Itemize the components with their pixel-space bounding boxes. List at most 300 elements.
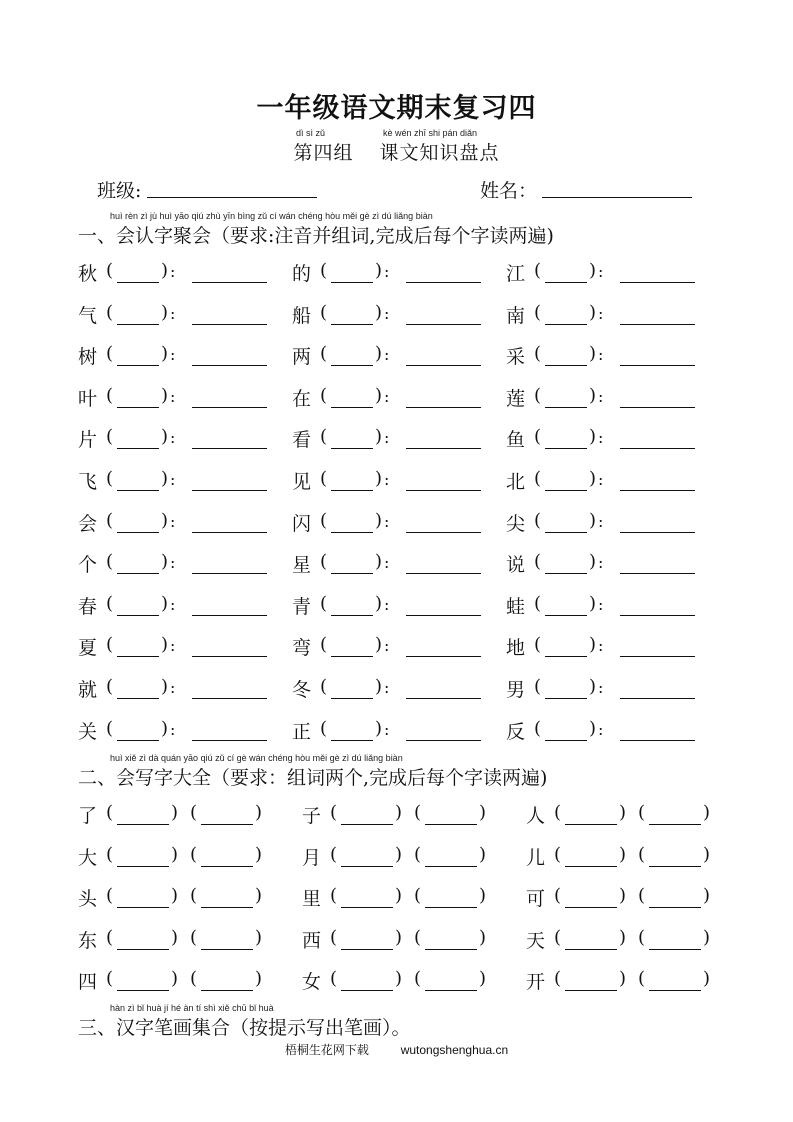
pinyin-blank[interactable] (117, 572, 159, 574)
paren-open: ( (638, 802, 646, 823)
paren-open: ( (320, 676, 328, 697)
word-blank[interactable] (117, 948, 169, 950)
recognize-char: 南 (506, 304, 526, 327)
pinyin-blank[interactable] (545, 531, 587, 533)
paren-open: ( (638, 885, 646, 907)
paren-close: ) (255, 843, 263, 865)
pinyin-blank[interactable] (545, 364, 587, 366)
word-blank[interactable] (192, 447, 267, 449)
paren-open: ( (534, 343, 542, 365)
subtitle (0, 138, 793, 165)
recognize-char: 说 (506, 554, 526, 577)
section2-title: 二、会写字大全（要求：组词两个,完成后每个字读两遍) (78, 767, 548, 789)
paren-close: ) (161, 468, 169, 489)
word-blank[interactable] (406, 739, 481, 741)
recognize-char: 北 (506, 471, 526, 493)
paren-close: ) (589, 301, 597, 323)
paren-open: ( (534, 634, 542, 656)
colon: : (598, 594, 604, 614)
word-blank[interactable] (649, 948, 701, 950)
recognize-char: 青 (292, 595, 312, 618)
paren-open: ( (190, 885, 198, 907)
pinyin-blank[interactable] (331, 281, 373, 283)
pinyin-blank[interactable] (331, 447, 373, 449)
word-blank[interactable] (406, 281, 481, 283)
paren-close: ) (375, 468, 383, 489)
pinyin-blank[interactable] (545, 572, 587, 574)
pinyin-blank[interactable] (545, 697, 587, 699)
colon: : (598, 678, 604, 697)
paren-open: ( (320, 468, 328, 489)
colon: : (170, 345, 176, 365)
paren-close: ) (479, 802, 487, 823)
word-blank[interactable] (341, 989, 393, 991)
word-blank[interactable] (649, 865, 701, 867)
recognize-char: 片 (78, 429, 98, 452)
recognize-char: 反 (506, 720, 526, 743)
pinyin-blank[interactable] (117, 406, 159, 408)
paren-open: ( (638, 968, 646, 990)
pinyin-blank[interactable] (545, 739, 587, 741)
paren-open: ( (106, 260, 114, 281)
paren-open: ( (534, 676, 542, 697)
paren-close: ) (479, 968, 487, 990)
paren-open: ( (534, 551, 542, 573)
colon: : (170, 636, 176, 656)
paren-close: ) (161, 717, 169, 739)
recognize-char: 正 (292, 720, 312, 743)
paren-open: ( (190, 968, 198, 990)
word-blank[interactable] (406, 614, 481, 616)
paren-open: ( (330, 926, 338, 948)
write-char: 天 (526, 929, 546, 952)
word-blank[interactable] (620, 447, 695, 449)
word-blank[interactable] (406, 406, 481, 408)
word-blank[interactable] (406, 572, 481, 574)
paren-open: ( (414, 926, 422, 948)
paren-open: ( (320, 592, 328, 614)
footer-site-name: 梧桐生花网下载 (284, 1043, 369, 1057)
paren-open: ( (106, 551, 114, 573)
word-blank[interactable] (117, 823, 169, 825)
word-blank[interactable] (565, 948, 617, 950)
section1-pinyin: huì rèn zì jù huì yāo qiú zhù yīn bìng zǔ cí wán chéng hòu měi gè zì dú liǎng biàn (110, 211, 433, 221)
recognize-char: 看 (292, 429, 312, 452)
paren-open: ( (106, 301, 114, 323)
word-blank[interactable] (201, 948, 253, 950)
paren-open: ( (330, 885, 338, 907)
paren-close: ) (703, 926, 711, 948)
paren-close: ) (589, 592, 597, 614)
paren-open: ( (320, 301, 328, 323)
word-blank[interactable] (201, 823, 253, 825)
paren-close: ) (395, 885, 403, 907)
pinyin-blank[interactable] (331, 364, 373, 366)
paren-close: ) (619, 885, 627, 907)
pinyin-blank[interactable] (117, 614, 159, 616)
word-blank[interactable] (192, 572, 267, 574)
paren-close: ) (589, 634, 597, 656)
colon: : (384, 386, 390, 406)
name-field[interactable] (542, 196, 692, 198)
paren-close: ) (171, 885, 179, 907)
word-blank[interactable] (620, 489, 695, 491)
name-label: 姓名： (480, 180, 538, 202)
recognize-char: 会 (78, 512, 98, 535)
pinyin-blank[interactable] (545, 489, 587, 491)
write-char: 子 (302, 805, 322, 827)
word-blank[interactable] (117, 906, 169, 908)
paren-open: ( (106, 843, 114, 865)
pinyin-blank[interactable] (331, 614, 373, 616)
paren-close: ) (375, 551, 383, 573)
paren-close: ) (255, 968, 263, 990)
paren-close: ) (171, 802, 179, 823)
word-blank[interactable] (649, 906, 701, 908)
word-blank[interactable] (192, 739, 267, 741)
write-char: 女 (302, 971, 322, 994)
paren-close: ) (161, 260, 169, 281)
paren-open: ( (320, 384, 328, 406)
pinyin-blank[interactable] (117, 739, 159, 741)
recognize-char: 夏 (78, 637, 98, 660)
paren-close: ) (161, 509, 169, 531)
word-blank[interactable] (192, 364, 267, 366)
pinyin-blank[interactable] (117, 655, 159, 657)
word-blank[interactable] (341, 906, 393, 908)
colon: : (598, 428, 604, 448)
word-blank[interactable] (192, 697, 267, 699)
paren-close: ) (171, 843, 179, 865)
paren-open: ( (534, 592, 542, 614)
word-blank[interactable] (117, 989, 169, 991)
paren-open: ( (414, 843, 422, 865)
paren-close: ) (171, 968, 179, 990)
recognize-char: 就 (78, 679, 98, 701)
paren-close: ) (703, 802, 711, 823)
paren-open: ( (638, 843, 646, 865)
pinyin-blank[interactable] (331, 655, 373, 657)
paren-open: ( (554, 885, 562, 907)
paren-open: ( (320, 426, 328, 448)
paren-open: ( (638, 926, 646, 948)
paren-close: ) (375, 634, 383, 656)
write-char: 四 (78, 971, 98, 994)
recognize-char: 星 (292, 554, 312, 577)
recognize-char: 关 (78, 720, 98, 743)
pinyin-blank[interactable] (545, 447, 587, 449)
colon: : (598, 345, 604, 365)
paren-close: ) (703, 885, 711, 907)
paren-close: ) (375, 676, 383, 697)
paren-close: ) (589, 426, 597, 448)
colon: : (598, 386, 604, 406)
class-field[interactable] (147, 196, 317, 198)
paren-close: ) (619, 843, 627, 865)
paren-close: ) (479, 926, 487, 948)
pinyin-blank[interactable] (545, 655, 587, 657)
word-blank[interactable] (117, 865, 169, 867)
paren-close: ) (479, 843, 487, 865)
section3-title: 三、汉字笔画集合（按提示写出笔画）。 (78, 1017, 411, 1039)
pinyin-blank[interactable] (545, 614, 587, 616)
word-blank[interactable] (565, 823, 617, 825)
word-blank[interactable] (425, 906, 477, 908)
word-blank[interactable] (192, 655, 267, 657)
paren-open: ( (106, 592, 114, 614)
word-blank[interactable] (620, 323, 695, 325)
paren-open: ( (106, 384, 114, 406)
footer (0, 1041, 793, 1058)
colon: : (384, 594, 390, 614)
paren-close: ) (375, 717, 383, 739)
colon: : (170, 678, 176, 697)
paren-open: ( (320, 509, 328, 531)
word-blank[interactable] (620, 697, 695, 699)
word-blank[interactable] (192, 406, 267, 408)
paren-close: ) (589, 384, 597, 406)
word-blank[interactable] (192, 281, 267, 283)
paren-close: ) (589, 260, 597, 281)
colon: : (384, 428, 390, 448)
colon: : (170, 303, 176, 323)
word-blank[interactable] (201, 865, 253, 867)
write-char: 开 (526, 971, 546, 994)
pinyin-blank[interactable] (331, 406, 373, 408)
pinyin-blank[interactable] (331, 697, 373, 699)
colon: : (170, 594, 176, 614)
paren-close: ) (619, 802, 627, 823)
subtitle-left: 第四组 (293, 142, 354, 164)
pinyin-blank[interactable] (545, 406, 587, 408)
paren-open: ( (106, 968, 114, 990)
paren-open: ( (414, 885, 422, 907)
word-blank[interactable] (406, 323, 481, 325)
recognize-char: 见 (292, 471, 312, 493)
word-blank[interactable] (565, 906, 617, 908)
recognize-char: 蛙 (506, 595, 526, 618)
paren-open: ( (106, 717, 114, 739)
colon: : (170, 511, 176, 531)
pinyin-blank[interactable] (117, 323, 159, 325)
colon: : (384, 636, 390, 656)
paren-open: ( (320, 260, 328, 281)
colon: : (170, 262, 176, 281)
word-blank[interactable] (565, 865, 617, 867)
word-blank[interactable] (406, 697, 481, 699)
recognize-char: 气 (78, 304, 98, 327)
recognize-char: 鱼 (506, 429, 526, 452)
paren-close: ) (375, 343, 383, 365)
recognize-char: 树 (78, 346, 98, 369)
paren-open: ( (190, 802, 198, 823)
recognize-char: 男 (506, 679, 526, 701)
write-char: 可 (526, 888, 546, 911)
word-blank[interactable] (620, 614, 695, 616)
paren-open: ( (190, 926, 198, 948)
paren-close: ) (703, 968, 711, 990)
pinyin-blank[interactable] (117, 281, 159, 283)
word-blank[interactable] (425, 823, 477, 825)
paren-close: ) (589, 551, 597, 573)
paren-close: ) (375, 260, 383, 281)
colon: : (384, 345, 390, 365)
word-blank[interactable] (649, 823, 701, 825)
word-blank[interactable] (406, 531, 481, 533)
recognize-char: 叶 (78, 387, 98, 410)
paren-close: ) (161, 592, 169, 614)
colon: : (384, 511, 390, 531)
paren-open: ( (554, 926, 562, 948)
recognize-char: 两 (292, 346, 312, 369)
paren-open: ( (534, 260, 542, 281)
paren-open: ( (414, 968, 422, 990)
page-title: 一年级语文期末复习四 (256, 93, 537, 124)
pinyin-blank[interactable] (545, 323, 587, 325)
word-blank[interactable] (565, 989, 617, 991)
recognize-char: 闪 (292, 512, 312, 535)
colon: : (384, 678, 390, 697)
paren-close: ) (161, 634, 169, 656)
paren-close: ) (161, 676, 169, 697)
pinyin-blank[interactable] (545, 281, 587, 283)
word-blank[interactable] (620, 572, 695, 574)
pinyin-blank[interactable] (331, 572, 373, 574)
colon: : (170, 386, 176, 406)
recognize-char: 尖 (506, 512, 526, 535)
paren-open: ( (320, 717, 328, 739)
paren-close: ) (589, 509, 597, 531)
pinyin-blank[interactable] (331, 739, 373, 741)
word-blank[interactable] (425, 948, 477, 950)
recognize-char: 秋 (78, 263, 98, 285)
colon: : (170, 719, 176, 739)
pinyin-blank[interactable] (117, 489, 159, 491)
paren-close: ) (395, 968, 403, 990)
paren-open: ( (106, 343, 114, 365)
word-blank[interactable] (620, 406, 695, 408)
word-blank[interactable] (192, 489, 267, 491)
paren-close: ) (619, 968, 627, 990)
colon: : (384, 719, 390, 739)
word-blank[interactable] (406, 655, 481, 657)
section2-pinyin: huì xiě zì dà quán yāo qiú zǔ cí gè wán chéng hòu měi gè zì dú liǎng biàn (110, 753, 403, 763)
paren-open: ( (320, 343, 328, 365)
write-char: 人 (526, 805, 546, 827)
paren-open: ( (330, 802, 338, 823)
paren-open: ( (106, 676, 114, 697)
word-blank[interactable] (341, 823, 393, 825)
word-blank[interactable] (620, 364, 695, 366)
word-blank[interactable] (341, 948, 393, 950)
subtitle-pinyin-left: dì sì zǔ (296, 128, 326, 138)
word-blank[interactable] (425, 989, 477, 991)
word-blank[interactable] (192, 531, 267, 533)
pinyin-blank[interactable] (117, 447, 159, 449)
paren-open: ( (106, 885, 114, 907)
paren-open: ( (106, 426, 114, 448)
recognize-char: 在 (292, 387, 312, 410)
paren-close: ) (619, 926, 627, 948)
write-char: 东 (78, 929, 98, 952)
word-blank[interactable] (192, 614, 267, 616)
write-char: 里 (302, 888, 322, 911)
colon: : (598, 262, 604, 281)
word-blank[interactable] (406, 447, 481, 449)
colon: : (384, 553, 390, 573)
paren-close: ) (703, 843, 711, 865)
paren-open: ( (106, 926, 114, 948)
pinyin-blank[interactable] (331, 323, 373, 325)
paren-close: ) (589, 468, 597, 489)
word-blank[interactable] (201, 989, 253, 991)
write-char: 儿 (526, 846, 546, 869)
paren-close: ) (395, 926, 403, 948)
paren-open: ( (534, 426, 542, 448)
word-blank[interactable] (620, 531, 695, 533)
paren-open: ( (534, 384, 542, 406)
paren-close: ) (395, 843, 403, 865)
write-char: 西 (302, 929, 322, 952)
recognize-char: 船 (292, 304, 312, 327)
recognize-char: 个 (78, 554, 98, 577)
paren-close: ) (161, 343, 169, 365)
paren-close: ) (395, 802, 403, 823)
paren-open: ( (534, 509, 542, 531)
word-blank[interactable] (406, 489, 481, 491)
word-blank[interactable] (649, 989, 701, 991)
pinyin-blank[interactable] (117, 697, 159, 699)
paren-close: ) (161, 301, 169, 323)
paren-close: ) (161, 384, 169, 406)
paren-close: ) (255, 926, 263, 948)
paren-close: ) (161, 551, 169, 573)
paren-open: ( (534, 717, 542, 739)
word-blank[interactable] (620, 739, 695, 741)
word-blank[interactable] (620, 281, 695, 283)
pinyin-blank[interactable] (331, 489, 373, 491)
paren-open: ( (320, 551, 328, 573)
word-blank[interactable] (201, 906, 253, 908)
paren-open: ( (554, 968, 562, 990)
class-label: 班级: (97, 180, 142, 202)
paren-open: ( (330, 843, 338, 865)
write-char: 头 (78, 888, 98, 911)
colon: : (170, 553, 176, 573)
word-blank[interactable] (192, 323, 267, 325)
word-blank[interactable] (425, 865, 477, 867)
paren-close: ) (255, 885, 263, 907)
paren-close: ) (375, 384, 383, 406)
pinyin-blank[interactable] (117, 531, 159, 533)
paren-close: ) (375, 509, 383, 531)
write-char: 了 (78, 805, 98, 827)
colon: : (384, 303, 390, 323)
word-blank[interactable] (341, 865, 393, 867)
colon: : (384, 262, 390, 281)
colon: : (598, 553, 604, 573)
pinyin-blank[interactable] (331, 531, 373, 533)
pinyin-blank[interactable] (117, 364, 159, 366)
paren-open: ( (534, 468, 542, 489)
paren-close: ) (255, 802, 263, 823)
write-char: 大 (78, 846, 98, 869)
paren-open: ( (106, 468, 114, 489)
word-blank[interactable] (406, 364, 481, 366)
paren-close: ) (375, 301, 383, 323)
word-blank[interactable] (620, 655, 695, 657)
section1-title: 一、会认字聚会（要求:注音并组词,完成后每个字读两遍) (78, 225, 554, 247)
